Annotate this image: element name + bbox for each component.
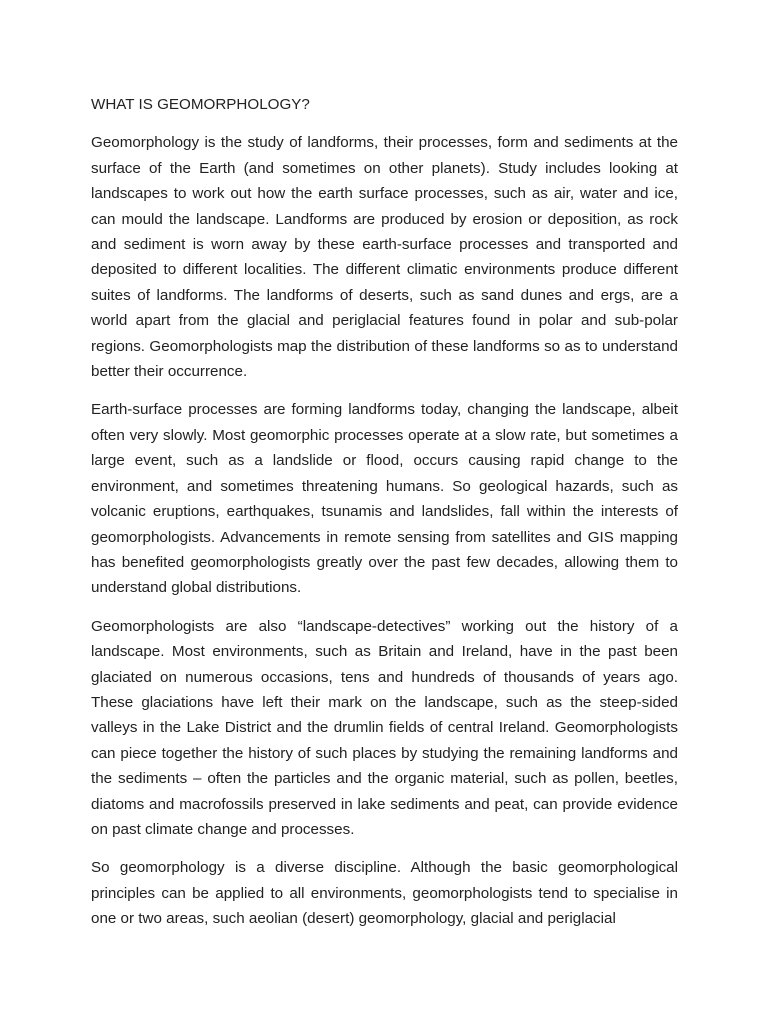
- paragraph-earth-surface-processes: Earth-surface processes are forming landforms today, changing the landscape, albeit often very slowly. Most geomorphic processes operate at a slow rate, but sometimes a large event, such as a landslide or flood, occurs causing rapid change to the environment, and sometimes threatening humans. So geological hazards, such as volcanic eruptions, earthquakes, tsunamis and landslides, fall within the interests of geomorphologists. Advancements in remote sensing from satellites and GIS mapping has benefited geomorphologists greatly over the past few decades, allowing them to understand global distributions.: [91, 401, 678, 597]
- document-heading: WHAT IS GEOMORPHOLOGY?: [91, 96, 310, 113]
- paragraph-landscape-detectives: Geomorphologists are also “landscape-detectives” working out the history of a landscape. Most environments, such as Britain and Ireland, have in the past been glaciated on numerous occasions, tens and hundreds of thousands of years ago. These glaciations have left their mark on the landscape, such as the steep-sided valleys in the Lake District and the drumlin fields of central Ireland. Geomorphologists can piece together the history of such places by studying the remaining landforms and the sediments – often the particles and the organic material, such as pollen, beetles, diatoms and macrofossils preserved in lake sediments and peat, can provide evidence on past climate change and processes.: [91, 617, 678, 838]
- paragraph-definition: Geomorphology is the study of landforms, their processes, form and sediments at the surface of the Earth (and sometimes on other planets). Study includes looking at landscapes to work out how the earth surface processes, such as air, water and ice, can mould the landscape. Landforms are produced by erosion or deposition, as rock and sediment is worn away by these earth-surface processes and transported and deposited to different localities. The different climatic environments produce different suites of landforms. The landforms of deserts, such as sand dunes and ergs, are a world apart from the glacial and periglacial features found in polar and sub-polar regions. Geomorphologists map the distribution of these landforms so as to understand better their occurrence.: [91, 134, 678, 381]
- paragraph-diverse-discipline: So geomorphology is a diverse discipline. Although the basic geomorphological principles can be applied to all environments, geomorphologists tend to specialise in one or two areas, such aeolian (desert) geomorphology, glacial and periglacial: [91, 859, 678, 928]
- document-page: [91, 92, 678, 945]
